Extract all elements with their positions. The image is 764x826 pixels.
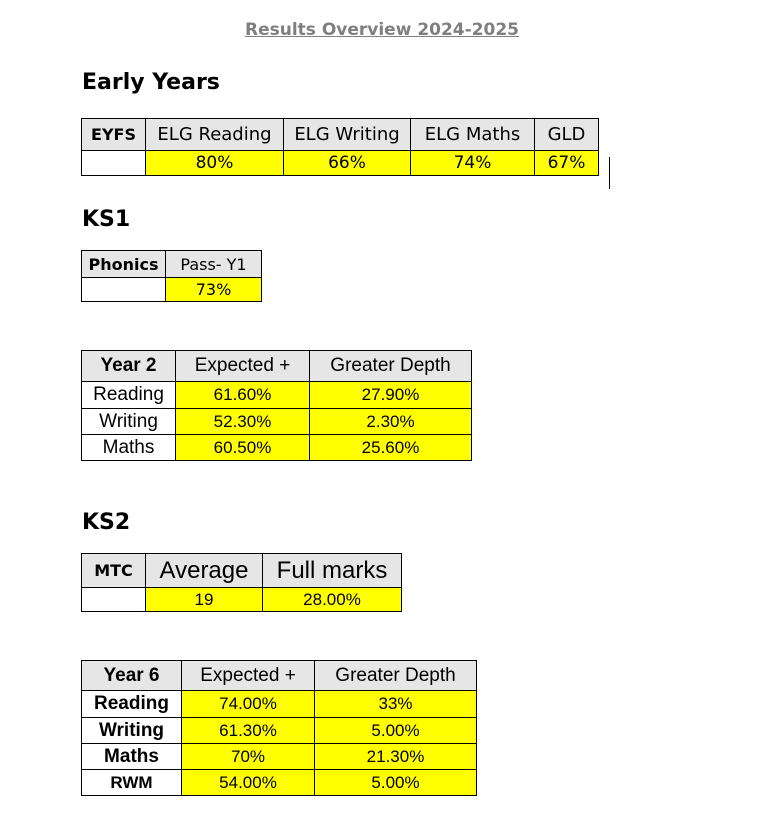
table-header-row bbox=[82, 554, 402, 588]
header-cell: Pass- Y1 bbox=[166, 251, 262, 278]
header-cell: Greater Depth bbox=[315, 661, 477, 691]
ks1-heading: KS1 bbox=[82, 207, 131, 232]
header-cell: ELG Writing bbox=[284, 119, 411, 151]
table-row bbox=[82, 278, 262, 302]
table-row bbox=[82, 691, 477, 718]
header-cell: Phonics bbox=[82, 251, 166, 278]
year2-table bbox=[81, 350, 472, 461]
header-cell: MTC bbox=[82, 554, 146, 588]
header-cell: Greater Depth bbox=[310, 351, 472, 382]
value-cell: 54.00% bbox=[182, 770, 315, 796]
row-label: Writing bbox=[82, 718, 182, 744]
header-cell: Expected + bbox=[182, 661, 315, 691]
table-header-row bbox=[82, 119, 599, 151]
row-label: Writing bbox=[82, 409, 176, 435]
mtc-table bbox=[81, 553, 402, 612]
table-row bbox=[82, 770, 477, 796]
value-cell: 28.00% bbox=[263, 588, 402, 612]
blank-cell bbox=[82, 588, 146, 612]
value-cell: 5.00% bbox=[315, 770, 477, 796]
row-label: Reading bbox=[82, 382, 176, 409]
row-label: Maths bbox=[82, 744, 182, 770]
header-cell: Year 6 bbox=[82, 661, 182, 691]
value-cell: 25.60% bbox=[310, 435, 472, 461]
blank-cell bbox=[82, 278, 166, 302]
table-row bbox=[82, 151, 599, 176]
table-header-row bbox=[82, 661, 477, 691]
value-cell: 74% bbox=[411, 151, 535, 176]
header-cell: EYFS bbox=[82, 119, 146, 151]
document-title: Results Overview 2024-2025 bbox=[244, 20, 520, 40]
value-cell: 61.30% bbox=[182, 718, 315, 744]
value-cell: 60.50% bbox=[176, 435, 310, 461]
header-cell: Expected + bbox=[176, 351, 310, 382]
value-cell: 5.00% bbox=[315, 718, 477, 744]
table-row bbox=[82, 744, 477, 770]
phonics-table bbox=[81, 250, 262, 302]
row-label: Reading bbox=[82, 691, 182, 718]
value-cell: 61.60% bbox=[176, 382, 310, 409]
blank-cell bbox=[82, 151, 146, 176]
value-cell: 27.90% bbox=[310, 382, 472, 409]
header-cell: GLD bbox=[535, 119, 599, 151]
header-cell: Year 2 bbox=[82, 351, 176, 382]
value-cell: 2.30% bbox=[310, 409, 472, 435]
table-row bbox=[82, 435, 472, 461]
year6-table bbox=[81, 660, 477, 796]
table-row bbox=[82, 588, 402, 612]
value-cell: 70% bbox=[182, 744, 315, 770]
value-cell: 74.00% bbox=[182, 691, 315, 718]
value-cell: 80% bbox=[146, 151, 284, 176]
value-cell: 73% bbox=[166, 278, 262, 302]
eyfs-table bbox=[81, 118, 599, 176]
value-cell: 66% bbox=[284, 151, 411, 176]
value-cell: 52.30% bbox=[176, 409, 310, 435]
value-cell: 19 bbox=[146, 588, 263, 612]
ks2-heading: KS2 bbox=[82, 510, 131, 535]
early-years-heading: Early Years bbox=[82, 70, 220, 95]
table-header-row bbox=[82, 251, 262, 278]
table-row bbox=[82, 718, 477, 744]
table-row bbox=[82, 382, 472, 409]
header-cell: Full marks bbox=[263, 554, 402, 588]
row-label: RWM bbox=[82, 770, 182, 796]
text-cursor bbox=[609, 157, 610, 189]
value-cell: 67% bbox=[535, 151, 599, 176]
header-cell: ELG Maths bbox=[411, 119, 535, 151]
row-label: Maths bbox=[82, 435, 176, 461]
value-cell: 33% bbox=[315, 691, 477, 718]
header-cell: Average bbox=[146, 554, 263, 588]
table-header-row bbox=[82, 351, 472, 382]
header-cell: ELG Reading bbox=[146, 119, 284, 151]
value-cell: 21.30% bbox=[315, 744, 477, 770]
table-row bbox=[82, 409, 472, 435]
